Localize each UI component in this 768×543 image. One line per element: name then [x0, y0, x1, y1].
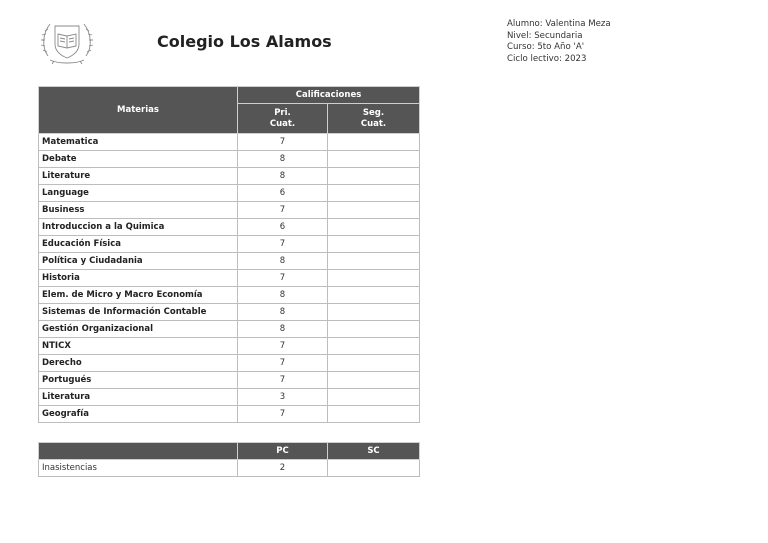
absences-first-header: PC	[238, 443, 328, 460]
table-row	[39, 304, 420, 321]
subject-name: Literature	[39, 168, 238, 185]
first-term-grade: 8	[238, 151, 328, 168]
subject-name: Literatura	[39, 389, 238, 406]
subjects-header: Materias	[39, 87, 238, 134]
student-level: Nivel: Secundaria	[507, 30, 583, 41]
first-term-grade: 7	[238, 236, 328, 253]
table-row	[39, 236, 420, 253]
subject-name: Gestión Organizacional	[39, 321, 238, 338]
school-year: Ciclo lectivo: 2023	[507, 53, 587, 64]
first-term-grade: 8	[238, 304, 328, 321]
second-term-grade	[328, 185, 420, 202]
table-row	[39, 134, 420, 151]
first-term-grade: 3	[238, 389, 328, 406]
second-term-grade	[328, 304, 420, 321]
second-term-grade	[328, 236, 420, 253]
subject-name: NTICX	[39, 338, 238, 355]
school-name: Colegio Los Alamos	[157, 32, 332, 51]
student-course: Curso: 5to Año 'A'	[507, 42, 585, 52]
absences-first-value: 2	[238, 460, 328, 477]
first-term-grade: 7	[238, 134, 328, 151]
second-term-header: Seg. Cuat.	[328, 104, 420, 134]
subject-name: Historia	[39, 270, 238, 287]
second-term-grade	[328, 372, 420, 389]
subject-name: Business	[39, 202, 238, 219]
grades-group-header: Calificaciones	[238, 87, 420, 104]
second-term-grade	[328, 270, 420, 287]
first-term-grade: 6	[238, 185, 328, 202]
table-row	[39, 185, 420, 202]
second-term-grade	[328, 168, 420, 185]
absences-second-value	[328, 460, 420, 477]
table-row	[39, 253, 420, 270]
first-term-grade: 7	[238, 406, 328, 423]
first-term-grade: 8	[238, 253, 328, 270]
subject-name: Derecho	[39, 355, 238, 372]
first-term-grade: 7	[238, 270, 328, 287]
subject-name: Portugués	[39, 372, 238, 389]
subject-name: Política y Ciudadania	[39, 253, 238, 270]
first-term-grade: 7	[238, 372, 328, 389]
second-term-grade	[328, 202, 420, 219]
grades-table	[38, 86, 420, 423]
subject-name: Sistemas de Información Contable	[39, 304, 238, 321]
table-row	[39, 321, 420, 338]
second-term-grade	[328, 253, 420, 270]
student-name: Alumno: Valentina Meza	[507, 19, 611, 29]
table-row	[39, 287, 420, 304]
table-row	[39, 219, 420, 236]
second-term-grade	[328, 134, 420, 151]
table-row	[39, 406, 420, 423]
first-term-grade: 7	[238, 202, 328, 219]
subject-name: Educación Física	[39, 236, 238, 253]
school-crest-logo	[38, 16, 96, 66]
second-term-grade	[328, 219, 420, 236]
subject-name: Matematica	[39, 134, 238, 151]
second-term-grade	[328, 151, 420, 168]
second-term-grade	[328, 406, 420, 423]
table-row	[39, 168, 420, 185]
first-term-grade: 6	[238, 219, 328, 236]
student-info	[507, 19, 611, 65]
subject-name: Debate	[39, 151, 238, 168]
subject-name: Language	[39, 185, 238, 202]
second-term-grade	[328, 321, 420, 338]
second-term-grade	[328, 338, 420, 355]
absences-second-header: SC	[328, 443, 420, 460]
table-row	[39, 355, 420, 372]
first-term-grade: 7	[238, 338, 328, 355]
absences-table	[38, 442, 420, 477]
first-term-header: Pri. Cuat.	[238, 104, 328, 134]
first-term-grade: 7	[238, 355, 328, 372]
table-row	[39, 270, 420, 287]
table-row	[39, 151, 420, 168]
first-term-grade: 8	[238, 287, 328, 304]
subject-name: Introduccion a la Quimica	[39, 219, 238, 236]
subject-name: Elem. de Micro y Macro Economía	[39, 287, 238, 304]
first-term-grade: 8	[238, 321, 328, 338]
absences-blank-header	[39, 443, 238, 460]
table-row	[39, 460, 420, 477]
subject-name: Geografía	[39, 406, 238, 423]
grades-body	[39, 134, 420, 423]
table-row	[39, 202, 420, 219]
table-row	[39, 389, 420, 406]
absences-label: Inasistencias	[39, 460, 238, 477]
second-term-grade	[328, 355, 420, 372]
table-row	[39, 372, 420, 389]
table-row	[39, 338, 420, 355]
first-term-grade: 8	[238, 168, 328, 185]
second-term-grade	[328, 287, 420, 304]
second-term-grade	[328, 389, 420, 406]
